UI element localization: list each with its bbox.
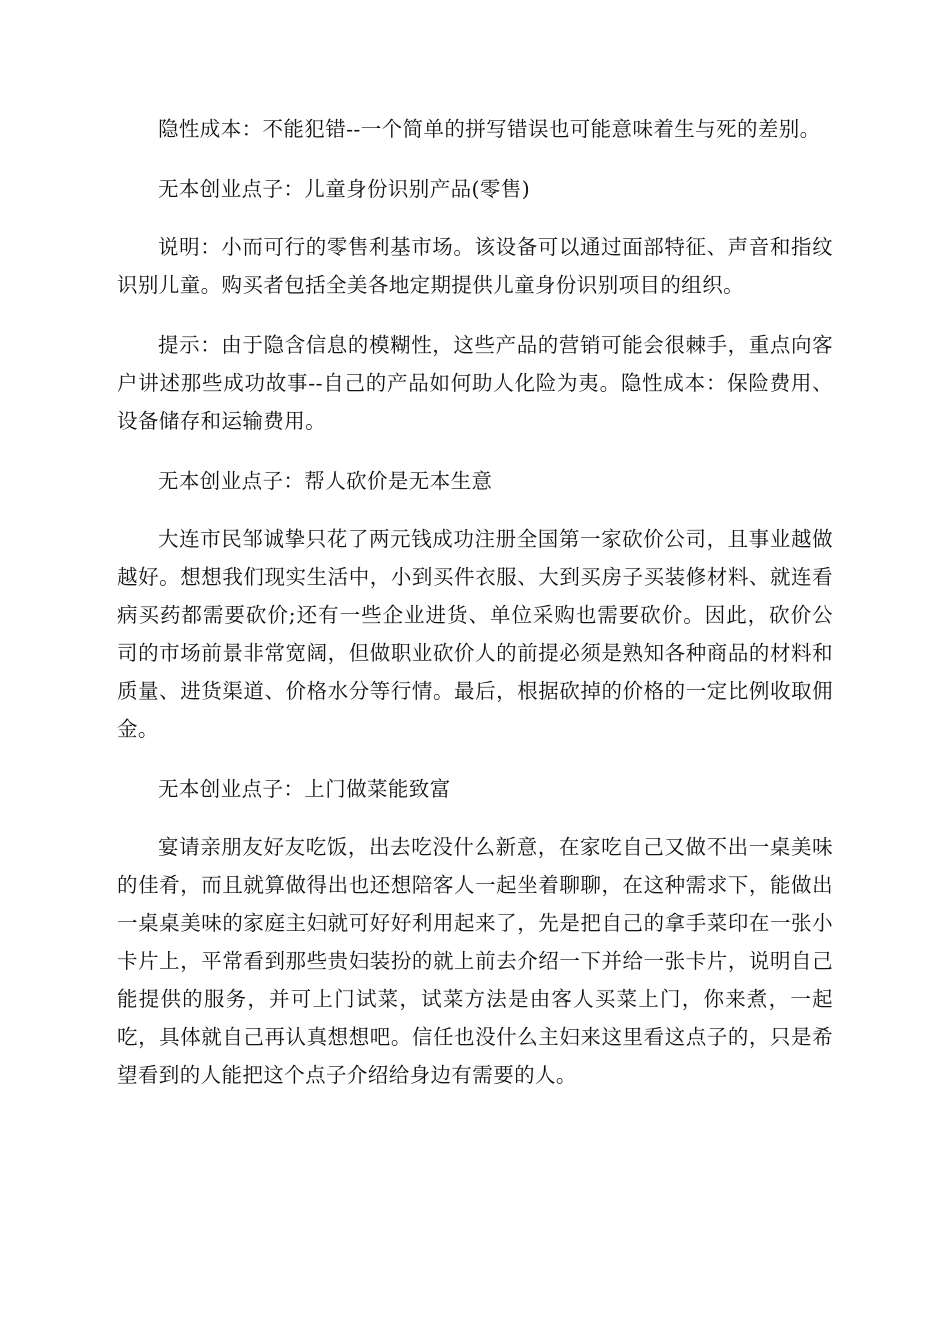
heading-bargaining-business: 无本创业点子：帮人砍价是无本生意 [158, 469, 493, 493]
paragraph-home-cooking: 宴请亲朋友好友吃饭，出去吃没什么新意，在家吃自己又做不出一桌美味的佳肴，而且就算做得出也还想陪客人一起坐着聊聊，在这种需求下，能做出一桌桌美味的家庭主妇就可好好利用起来了，先是把自己的拿手菜印在一张小卡片上，平常看到那些贵妇装扮的就上前去介绍一下并给一张卡片，说明自己能提供的服务，并可上门试菜，试菜方法是由客人买菜上门，你来煮，一起吃，具体就自己再认真想想吧。信任也没什么主妇来这里看这点子的，只是希望看到的人能把这个点子介绍给身边有需要的人。 [117, 835, 833, 1087]
heading-child-id-products: 无本创业点子：儿童身份识别产品(零售) [158, 177, 531, 201]
paragraph-tips: 提示：由于隐含信息的模糊性，这些产品的营销可能会很棘手，重点向客户讲述那些成功故事--自己的产品如何助人化险为夷。隐性成本：保险费用、设备储存和运输费用。 [117, 333, 833, 433]
document-page [117, 110, 833, 1116]
paragraph-hidden-cost: 隐性成本：不能犯错--一个简单的拼写错误也可能意味着生与死的差别。 [158, 117, 821, 141]
heading-home-cooking: 无本创业点子：上门做菜能致富 [158, 777, 451, 801]
paragraph-bargaining-company: 大连市民邹诚挚只花了两元钱成功注册全国第一家砍价公司，且事业越做越好。想想我们现实生活中，小到买件衣服、大到买房子买装修材料、就连看病买药都需要砍价;还有一些企业进货、单位采购也需要砍价。因此，砍价公司的市场前景非常宽阔，但做职业砍价人的前提必须是熟知各种商品的材料和质量、进货渠道、价格水分等行情。最后，根据砍掉的价格的一定比例收取佣金。 [117, 527, 833, 741]
paragraph-description: 说明：小而可行的零售利基市场。该设备可以通过面部特征、声音和指纹识别儿童。购买者包括全美各地定期提供儿童身份识别项目的组织。 [117, 235, 833, 297]
